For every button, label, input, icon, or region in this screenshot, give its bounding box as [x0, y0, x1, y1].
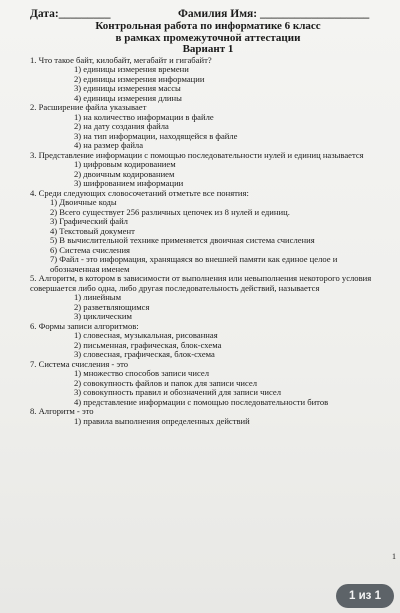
question-7: 7. Система счисления - это [30, 358, 129, 369]
answer-option: 1) словесная, музыкальная, рисованная [74, 330, 218, 340]
answer-option: 4) Текстовый документ [50, 225, 135, 236]
answer-option: 2) письменная, графическая, блок-схема [74, 339, 222, 350]
page-counter[interactable]: 1 из 1 [336, 584, 394, 608]
answer-option: 3) словесная, графическая, блок-схема [74, 349, 215, 359]
answer-option: 2) единицы измерения информации [74, 73, 205, 84]
question-1: 1. Что такое байт, килобайт, мегабайт и гигабайт? [30, 54, 212, 65]
answer-option: 3) шифрованием информации [74, 178, 184, 188]
answer-option: 2) Всего существует 256 различных цепочек из 8 нулей и единиц. [50, 206, 290, 217]
answer-option: 1) множество способов записи чисел [74, 368, 210, 378]
answer-option: 1) правила выполнения определенных действий [74, 415, 250, 426]
answer-option: 4) представление информации с помощью последовательности битов [74, 396, 329, 407]
question-5: 5. Алгоритм, в котором в зависимости от выполнения или невыполнения некоторого условия совершается либо одна, либо другая последовательность действий, называется [30, 273, 372, 293]
variant-title: Вариант 1 [182, 43, 234, 55]
question-6: 6. Формы записи алгоритмов: [30, 320, 139, 331]
answer-option: 2) на дату создания файла [74, 121, 169, 131]
answer-option: 5) В вычислительной технике применяется двоичная система счисления [50, 235, 315, 245]
answer-option: 1) Двоичные коды [50, 197, 117, 207]
question-4: 4. Среди следующих словосочетаний отметьте все понятия: [30, 187, 249, 198]
test-title: Контрольная работа по информатике 6 класс [95, 20, 321, 32]
answer-option: 2) двоичным кодированием [74, 168, 175, 179]
question-3: 3. Представление информации с помощью последовательности нулей и единиц называется [30, 149, 364, 160]
date-label: Дата: [30, 8, 59, 20]
answer-option: 1) единицы измерения времени [74, 64, 189, 74]
name-label: Фамилия Имя: [178, 8, 258, 20]
answer-option: 3) Графический файл [50, 216, 128, 226]
answer-option: 2) совокупность файлов и папок для записи чисел [74, 377, 258, 388]
question-8: 8. Алгоритм - это [30, 406, 94, 416]
document-content [30, 8, 386, 426]
answer-option: 1) линейным [74, 292, 122, 302]
answer-option: 6) Система счисления [50, 244, 130, 255]
test-subtitle: в рамках промежуточной аттестации [115, 31, 301, 44]
answer-option: 4) на размер файла [74, 140, 144, 150]
answer-option: 3) на тип информации, находящейся в файле [74, 130, 238, 141]
question-2: 2. Расширение файла указывает [30, 102, 147, 112]
answer-option: 2) разветвляющимся [74, 301, 150, 312]
date-blank: _________ [58, 8, 111, 20]
answer-option: 1) на количество информации в файле [74, 111, 214, 122]
name-blank: ___________________ [259, 8, 370, 20]
answer-option: 1) цифровым кодированием [74, 159, 176, 169]
answer-option: 4) единицы измерения длины [74, 92, 182, 103]
answer-option: 7) Файл - это информация, хранящаяся во внешней памяти как единое целое и обозначенная именем [50, 254, 338, 274]
answer-option: 3) циклическим [74, 311, 132, 321]
margin-mark: 1 [392, 552, 396, 561]
answer-option: 3) единицы измерения массы [74, 83, 181, 93]
answer-option: 3) совокупность правил и обозначений для записи чисел [74, 387, 282, 397]
